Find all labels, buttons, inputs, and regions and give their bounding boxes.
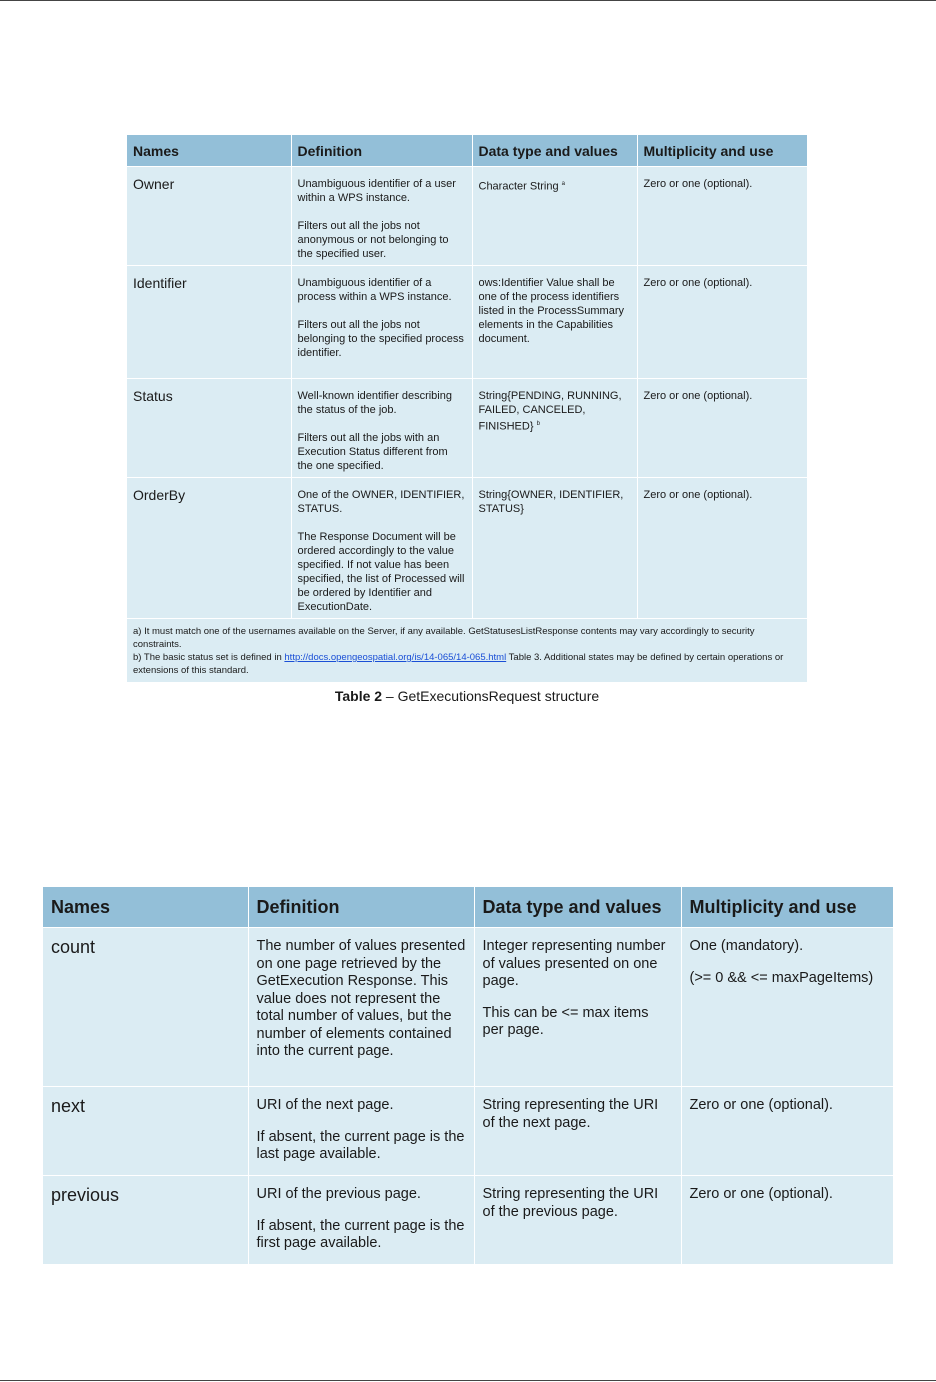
row-definition: [291, 167, 472, 266]
pagination-table: [43, 887, 893, 1265]
table-row-next: [43, 1087, 893, 1176]
caption-text: – GetExecutionsRequest structure: [382, 688, 600, 704]
definition-text: URI of the previous page.: [256, 1186, 421, 1202]
row-name: Owner: [127, 167, 291, 266]
row-multiplicity: [681, 1087, 893, 1176]
table-caption: [127, 688, 807, 704]
row-name: Status: [127, 379, 291, 478]
get-executions-request-table: [127, 135, 807, 683]
footnote-b-text: b) The basic status set is defined in: [133, 652, 285, 663]
footnote-marker: b: [536, 421, 540, 427]
data-type-text: Integer representing number of values presented on one page.: [482, 938, 666, 989]
table-footnotes-row: [127, 619, 807, 683]
row-name: next: [43, 1087, 248, 1176]
definition-text: URI of the next page.: [256, 1097, 394, 1113]
row-definition: [291, 478, 472, 619]
row-name: previous: [43, 1176, 248, 1265]
data-type-text: This can be <= max items per page.: [482, 1004, 649, 1038]
header-definition: Definition: [248, 887, 474, 928]
table-row-count: [43, 928, 893, 1087]
row-definition: [291, 266, 472, 379]
page-top-rule: [0, 0, 936, 1]
header-data-type: Data type and values: [472, 135, 637, 167]
definition-text: Filters out all the jobs not anonymous or not belonging to the specified user.: [297, 220, 449, 260]
data-type-text: String representing the URI of the next page.: [482, 1097, 659, 1131]
footnote-marker: a: [561, 181, 565, 187]
row-data-type: [474, 1087, 681, 1176]
table-row-status: [127, 379, 807, 478]
definition-text: Filters out all the jobs not belonging to the specified process identifier.: [297, 319, 464, 359]
multiplicity-text: Zero or one (optional).: [689, 1097, 833, 1113]
header-names: Names: [43, 887, 248, 928]
definition-text: The Response Document will be ordered accordingly to the value specified. If not value has been specified, the list of Processed will be ordered by Identifier and ExecutionDate.: [297, 531, 465, 613]
multiplicity-text: Zero or one (optional).: [689, 1186, 833, 1202]
footnote-a: a) It must match one of the usernames available on the Server, if any available. GetStatusesListResponse contents may vary accordingly to security constraints.: [133, 626, 755, 650]
row-name: OrderBy: [127, 478, 291, 619]
table-row-orderby: [127, 478, 807, 619]
caption-label: Table 2: [334, 688, 383, 704]
row-multiplicity: [681, 928, 893, 1087]
header-multiplicity: Multiplicity and use: [637, 135, 807, 167]
row-multiplicity: Zero or one (optional).: [637, 478, 807, 619]
footnote-b-link[interactable]: http://docs.opengeospatial.org/is/14-065/14-065.html: [284, 652, 507, 663]
definition-text: If absent, the current page is the last page available.: [256, 1128, 465, 1162]
table-header-row: [43, 887, 893, 928]
header-names: Names: [127, 135, 291, 167]
row-data-type: [472, 379, 637, 478]
table-row-owner: [127, 167, 807, 266]
table-row-previous: [43, 1176, 893, 1265]
table-header-row: [127, 135, 807, 167]
header-multiplicity: Multiplicity and use: [681, 887, 893, 928]
definition-text: Well-known identifier describing the status of the job.: [297, 390, 452, 416]
data-type-text: String representing the URI of the previous page.: [482, 1186, 659, 1220]
definition-text: If absent, the current page is the first page available.: [256, 1217, 465, 1251]
row-definition: [248, 1087, 474, 1176]
row-data-type: [474, 928, 681, 1087]
definition-text: Unambiguous identifier of a process within a WPS instance.: [297, 277, 452, 303]
row-name: Identifier: [127, 266, 291, 379]
definition-text: The number of values presented on one page retrieved by the GetExecution Response. This value does not represent the total number of values, but the number of elements contained into the current page.: [256, 938, 466, 1059]
multiplicity-text: One (mandatory).: [689, 938, 804, 954]
header-definition: Definition: [291, 135, 472, 167]
multiplicity-text: (>= 0 && <= maxPageItems): [689, 969, 874, 986]
page-bottom-rule: [0, 1380, 936, 1381]
definition-text: One of the OWNER, IDENTIFIER, STATUS.: [297, 489, 465, 515]
data-type-text: String{PENDING, RUNNING, FAILED, CANCELED, FINISHED}: [478, 390, 622, 433]
definition-text: Unambiguous identifier of a user within a WPS instance.: [297, 178, 456, 204]
definition-text: Filters out all the jobs with an Execution Status different from the one specified.: [297, 432, 448, 472]
row-definition: [248, 928, 474, 1087]
row-name: count: [43, 928, 248, 1087]
table-footnotes: [127, 619, 807, 683]
footnote-b-text-end: Table 3. Additional states may be defined by certain operations or extensions of this standard.: [133, 652, 784, 676]
row-data-type: [472, 167, 637, 266]
row-definition: [291, 379, 472, 478]
row-multiplicity: Zero or one (optional).: [637, 167, 807, 266]
row-multiplicity: [681, 1176, 893, 1265]
row-multiplicity: Zero or one (optional).: [637, 379, 807, 478]
row-multiplicity: Zero or one (optional).: [637, 266, 807, 379]
footnote-b: [133, 651, 801, 677]
header-data-type: Data type and values: [474, 887, 681, 928]
row-data-type: [474, 1176, 681, 1265]
row-definition: [248, 1176, 474, 1265]
table-row-identifier: [127, 266, 807, 379]
data-type-text: Character String: [478, 180, 559, 193]
row-data-type: String{OWNER, IDENTIFIER, STATUS}: [472, 478, 637, 619]
row-data-type: ows:Identifier Value shall be one of the process identifiers listed in the ProcessSummary elements in the Capabilities document.: [472, 266, 637, 379]
